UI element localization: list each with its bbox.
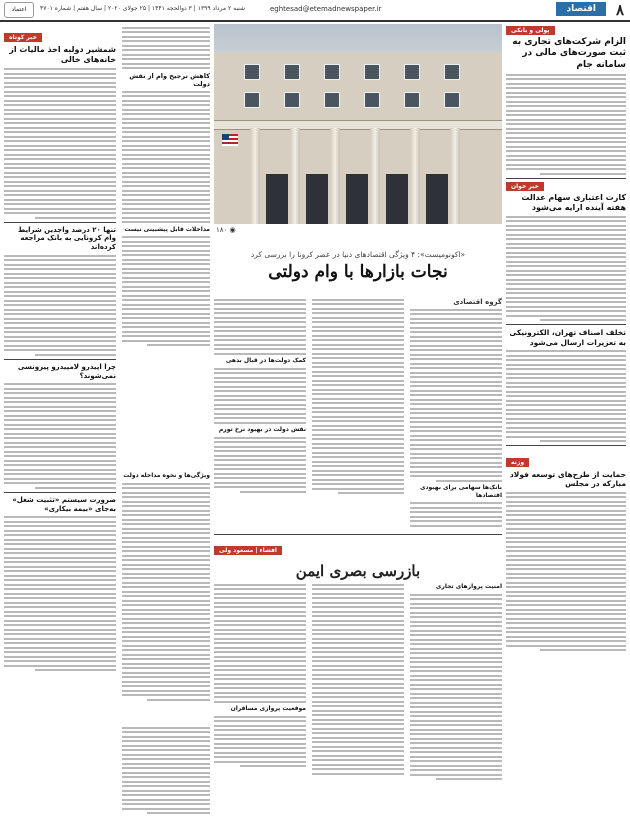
article-body-jobs [4, 516, 116, 671]
door [266, 174, 288, 224]
window [244, 64, 260, 80]
sidebar-column-text [122, 24, 210, 464]
bottom-col-2 [312, 581, 404, 777]
window [444, 64, 460, 80]
flag-icon [222, 134, 238, 146]
window [284, 92, 300, 108]
door [346, 174, 368, 224]
column [290, 128, 300, 224]
door [426, 174, 448, 224]
section-tag: اقتصاد [556, 2, 606, 16]
window [404, 64, 420, 80]
article-body-third [4, 383, 116, 489]
kicker-banking: پولی و بانکی [506, 26, 626, 35]
article-col-2 [312, 296, 404, 497]
bottom-article [214, 534, 502, 815]
article-col-3 [214, 296, 306, 495]
masthead [0, 0, 630, 22]
headline-jam-system: الزام شرکت‌های تجاری به ثبت صورت‌های مالی در سامانه جام [512, 37, 626, 70]
divider [4, 222, 116, 223]
bottom-col-1 [410, 581, 502, 783]
article-col-1 [410, 296, 502, 529]
window [244, 92, 260, 108]
headline-justice-shares: کارت اعتباری سهام عدالت هفته آینده ارایه می‌شود [521, 192, 626, 212]
headline-tehran-guilds: تخلف اصناف تهران، الکترونیکی به تعزیرات ارسال می‌شود [509, 328, 626, 347]
sidebar-column-bottom [122, 724, 210, 817]
section-badge: وزنه [506, 458, 529, 467]
window [324, 92, 340, 108]
article-body-loan [4, 255, 116, 356]
left-badge-row [4, 24, 116, 43]
right-column [506, 24, 626, 814]
window [444, 92, 460, 108]
main-headline-block [214, 250, 502, 282]
headline-third: چرا اپیدرو لامپیدرو پیرونسی نمی‌شوند؟ [17, 362, 116, 380]
divider [4, 359, 116, 360]
column [370, 128, 380, 224]
article-body-steel [506, 492, 626, 652]
window [404, 92, 420, 108]
subhead-4: نقش دولت در بهبود نرخ تورم [218, 426, 306, 433]
door [386, 174, 408, 224]
bottom-subhead-1: امنیت پروازهای تجاری [435, 583, 502, 590]
dateline: شنبه ۲ مرداد ۱۳۹۹ | ۳ ذوالحجه ۱۴۴۱ | ۲۵ جولای ۲۰۲۰ | سال هفتم | شماره ۴۷۰۱ [40, 5, 245, 12]
bottom-subhead-2: موقعیت پروازی مسافران [230, 705, 306, 712]
main-article [214, 296, 502, 526]
left-column [4, 24, 116, 814]
headline-corona-loan: تنها ۲۰ درصد واجدین شرایط وام کرونایی به بانک مراجعه کرده‌اند [17, 225, 116, 251]
column [450, 128, 460, 224]
article-body-guilds [506, 350, 626, 442]
divider [506, 445, 626, 446]
page-number: ۸ [615, 1, 624, 19]
divider [506, 324, 626, 325]
headline-empty-homes-tax: شمشیر دولبه اخذ مالیات از خانه‌های خالی [9, 45, 116, 64]
bottom-col-3 [214, 581, 306, 770]
window [284, 64, 300, 80]
door [306, 174, 328, 224]
mini-headline: کاهش ترجیح وام از نقش دولت [129, 71, 210, 88]
byline: گروه اقتصادی [453, 298, 502, 306]
newspaper-logo-icon: اعتماد [4, 2, 34, 18]
divider [4, 492, 116, 493]
photo-credit: ◉ ۱۸۰ [216, 226, 236, 234]
center-section [122, 24, 502, 814]
divider [506, 178, 626, 179]
window [364, 64, 380, 80]
window [364, 92, 380, 108]
box-headline: بانک‌ها سهامی برای بهبودی اقتصادها [419, 484, 502, 499]
article-body-jam [506, 74, 626, 175]
headline-job-stability: ضرورت سیستم «تثبیت شغل» به‌جای «بیمه بیکاری» [12, 495, 116, 513]
email-address[interactable]: eghtesad@etemadnewspaper.ir [270, 5, 382, 13]
building-photo [214, 24, 502, 224]
kicker-news: خبر خوان [506, 182, 626, 191]
window [324, 64, 340, 80]
column [410, 128, 420, 224]
main-kicker: «اکونومیست»: ۴ ویژگی اقتصادهای دنیا در عصر کرونا را بررسی کرد [250, 250, 466, 259]
author-badge: افشاء | مسعود ولی [214, 546, 282, 555]
sidebar-column-lower [122, 470, 210, 703]
bottom-title: بازرسی بصری ایمن [295, 562, 421, 580]
article-body-justice-shares [506, 216, 626, 322]
column [250, 128, 260, 224]
left-kicker: خبر کوتاه [4, 33, 42, 42]
badge-row [506, 449, 626, 468]
subhead-3: کمک دولت‌ها در قبال بدهی [225, 357, 306, 364]
headline-mobarakeh-steel: حمایت از طرح‌های توسعه فولاد مبارکه در مجلس [509, 470, 626, 489]
subhead-1: مداخلات قابل پیشبینی نیست [124, 225, 210, 233]
subhead-2: ویژگی‌ها و نحوه مداخله دولت [123, 472, 210, 479]
bottom-badge-row [214, 537, 502, 556]
main-title: نجات بازارها با وام دولتی [268, 262, 448, 282]
column [330, 128, 340, 224]
article-body-tax [4, 68, 116, 219]
